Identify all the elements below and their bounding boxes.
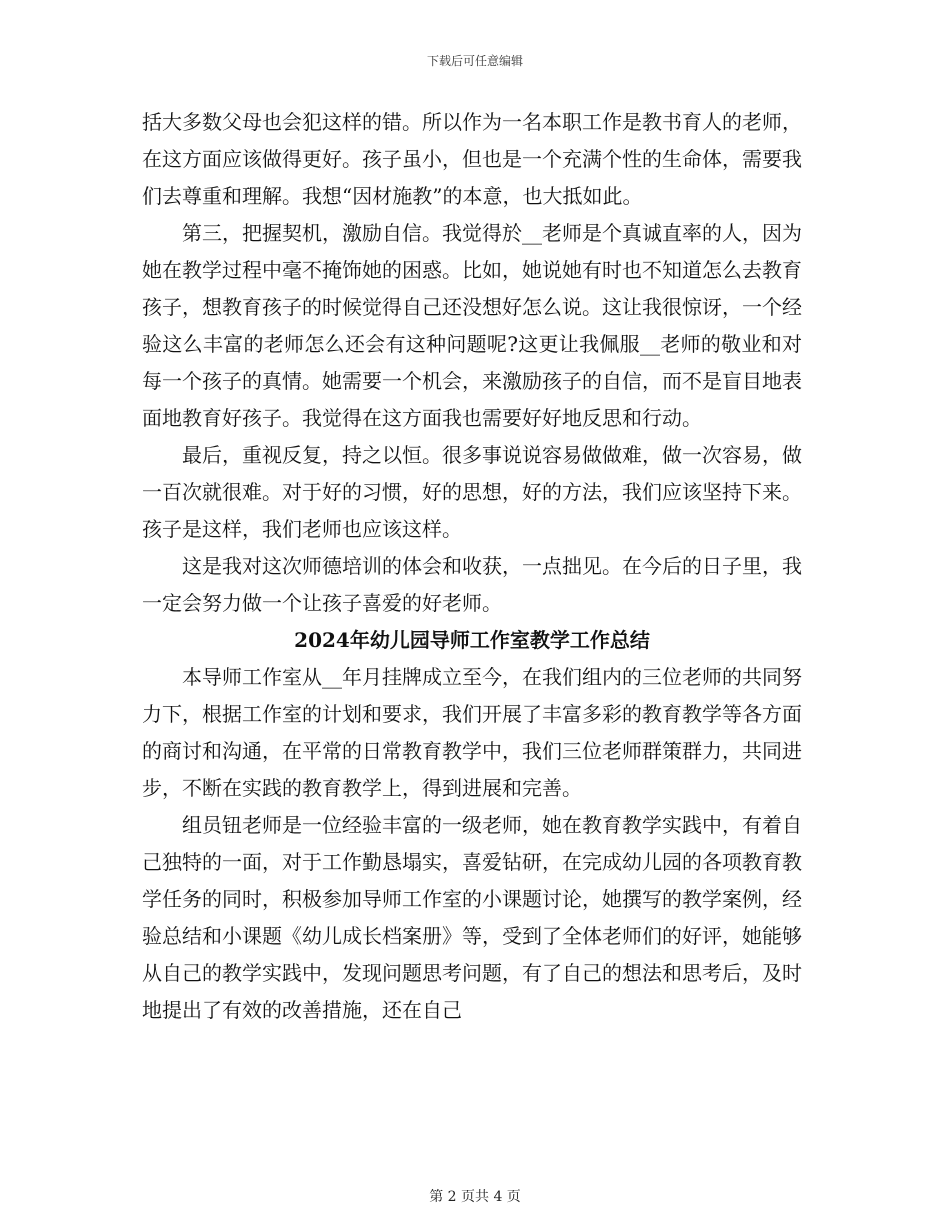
section-title: 2024年幼儿园导师工作室教学工作总结 bbox=[294, 628, 650, 652]
paragraph-5: 本导师工作室从__年月挂牌成立至今，在我们组内的三位老师的共同努力下，根据工作室的计划和要求，我们开展了丰富多彩的教育教学等各方面的商讨和沟通，在平常的日常教育教学中，我们三位老师群策群力，共同进步，不断在实践的教育教学上，得到进展和完善。 bbox=[142, 665, 802, 800]
paragraph-6: 组员钮老师是一位经验丰富的一级老师，她在教育教学实践中，有着自己独特的一面，对于工作勤恳塌实，喜爱钻研，在完成幼儿园的各项教育教学任务的同时，积极参加导师工作室的小课题讨论，她撰写的教学案例，经验总结和小课题《幼儿成长档案册》等，受到了全体老师们的好评，她能够从自己的教学实践中，发现问题思考问题，有了自己的想法和思考后，及时地提出了有效的改善措施，还在自己 bbox=[142, 813, 802, 1022]
page-header: 下载后可任意编辑 bbox=[426, 54, 523, 68]
document-body bbox=[142, 104, 802, 1029]
page-footer: 第 2 页共 4 页 bbox=[429, 1189, 521, 1205]
paragraph-1: 括大多数父母也会犯这样的错。所以作为一名本职工作是教书育人的老师，在这方面应该做得更好。孩子虽小，但也是一个充满个性的生命体，需要我们去尊重和理解。我想“因材施教”的本意，也大抵如此。 bbox=[142, 110, 802, 208]
paragraph-4: 这是我对这次师德培训的体会和收获，一点拙见。在今后的日子里，我一定会努力做一个让孩子喜爱的好老师。 bbox=[142, 554, 802, 615]
paragraph-2: 第三，把握契机，激励自信。我觉得於__老师是个真诚直率的人，因为她在教学过程中毫不掩饰她的困惑。比如，她说她有时也不知道怎么去教育孩子，想教育孩子的时候觉得自己还没想好怎么说。这让我很惊讶，一个经验这么丰富的老师怎么还会有这种问题呢?这更让我佩服__老师的敬业和对每一个孩子的真情。她需要一个机会，来激励孩子的自信，而不是盲目地表面地教育好孩子。我觉得在这方面我也需要好好地反思和行动。 bbox=[142, 221, 802, 430]
paragraph-3: 最后，重视反复，持之以恒。很多事说说容易做做难，做一次容易，做一百次就很难。对于好的习惯，好的思想，好的方法，我们应该坚持下来。孩子是这样，我们老师也应该这样。 bbox=[142, 443, 802, 541]
